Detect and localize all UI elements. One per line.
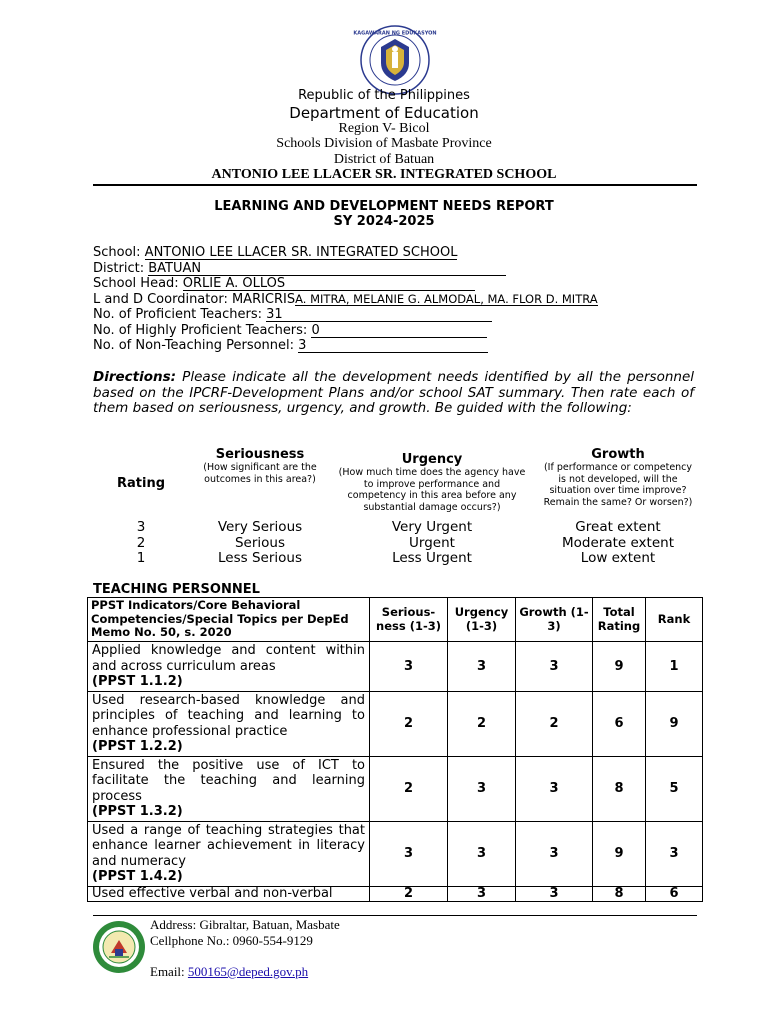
coordinator-value: A. MITRA, MELANIE G. ALMODAL, MA. FLOR D. MITRA [295,291,598,306]
rating-label: Rating [116,476,165,491]
rank-cell: 6 [646,886,703,901]
growth-cell: 2 [516,691,593,756]
urgency-cell: 3 [448,642,516,692]
table-header-row [88,598,703,642]
footer-cellphone: Cellphone No.: 0960-554-9129 [150,933,313,948]
scale-seriousness-2: Serious [234,535,286,551]
col-total-header: Total Rating [593,598,646,642]
directions-label: Directions: [93,369,177,385]
header-divider [93,184,697,186]
indicator-text: Used research-based knowledge and principles of teaching and learning to enhance professional practice [92,692,365,739]
col-urgency-header: Urgency (1-3) [448,598,516,642]
table-row [88,821,703,886]
school-head-label: School Head: [93,276,183,291]
highly-proficient-value: 0 [311,324,487,338]
indicator-code: (PPST 1.2.2) [92,739,183,754]
table-row [88,642,703,692]
non-teaching-label: No. of Non-Teaching Personnel: [93,338,299,353]
urgency-desc: (How much time does the agency have to improve performance and competency in this area before any substantial damage occurs?) [338,467,526,513]
school-head-value: ORLIE A. OLLOS [183,277,475,291]
indicator-text: Ensured the positive use of ICT to facilitate the teaching and learning process [92,757,365,804]
info-school [93,245,598,261]
footer-email-line [150,964,308,980]
growth-cell: 3 [516,642,593,692]
directions-paragraph [93,370,694,417]
seriousness-cell: 2 [370,886,448,901]
indicator-text: Applied knowledge and content within and across curriculum areas [92,643,365,674]
deped-seal-logo [353,25,437,95]
footer-address: Address: Gibraltar, Batuan, Masbate [150,917,340,932]
growth-cell: 3 [516,886,593,901]
region-line: Region V- Bicol [338,121,430,136]
table-row [88,691,703,756]
indicator-cell [88,821,370,886]
district-line: District of Batuan [333,152,435,167]
scale-urgency-3: Very Urgent [391,519,473,535]
scale-seriousness-3: Very Serious [217,519,303,535]
seriousness-cell: 3 [370,642,448,692]
scale-growth-1: Low extent [580,550,656,566]
col-rank-header: Rank [646,598,703,642]
col-growth-header: Growth (1-3) [516,598,593,642]
rank-cell: 1 [646,642,703,692]
highly-proficient-label: No. of Highly Proficient Teachers: [93,322,312,338]
indicator-text: Used a range of teaching strategies that enhance learner achievement in literacy and numeracy [92,822,365,869]
district-value: BATUAN [148,262,506,276]
total-cell: 8 [593,756,646,821]
scale-rating-3: 3 [136,519,146,535]
scale-urgency-2: Urgent [409,535,455,551]
proficient-label: No. of Proficient Teachers: [93,307,267,322]
urgency-scale-header [337,452,527,513]
total-cell: 6 [593,691,646,756]
seriousness-title: Seriousness [215,447,305,462]
footer-divider [93,915,697,916]
school-name-line: ANTONIO LEE LLACER SR. INTEGRATED SCHOOL [211,167,557,182]
growth-cell: 3 [516,821,593,886]
indicator-cell [88,756,370,821]
scale-growth-2: Moderate extent [561,535,674,551]
table-row [88,886,703,901]
seriousness-cell: 2 [370,691,448,756]
growth-desc: (If performance or competency is not developed, will the situation over time improve? Remain the same? Or worsen?) [543,462,693,508]
school-logo [92,920,146,974]
report-title: LEARNING AND DEVELOPMENT NEEDS REPORT [214,199,554,214]
info-block [93,245,598,354]
indicator-code: (PPST 1.1.2) [92,674,183,689]
info-non-teaching [93,338,598,354]
seriousness-scale-header [192,447,328,485]
scale-urgency-1: Less Urgent [392,550,472,566]
urgency-title: Urgency [401,452,463,467]
urgency-cell: 3 [448,886,516,901]
info-district [93,261,598,277]
scale-rating-2: 2 [136,535,146,551]
footer-email-label: Email: [150,964,188,979]
scale-seriousness-1: Less Serious [218,550,302,566]
table-row [88,756,703,821]
teaching-needs-table [87,597,703,902]
col-seriousness-header: Serious-ness (1-3) [370,598,448,642]
indicator-text: Used effective verbal and non-verbal [92,886,333,901]
teaching-personnel-heading: TEACHING PERSONNEL [93,582,260,597]
seriousness-cell: 2 [370,756,448,821]
republic-line: Republic of the Philippines [298,88,470,103]
total-cell: 8 [593,886,646,901]
report-sy: SY 2024-2025 [333,214,435,229]
col-indicator-header: PPST Indicators/Core Behavioral Competencies/Special Topics per DepEd Memo No. 50, s. 2020 [88,598,370,642]
coordinator-label: L and D Coordinator: MARICRIS [93,291,296,307]
footer-email-link[interactable]: 500165@deped.gov.ph [187,964,309,979]
info-highly-proficient [93,323,598,339]
indicator-cell [88,691,370,756]
proficient-value: 31 [266,308,492,322]
division-line: Schools Division of Masbate Province [276,136,492,151]
indicator-code: (PPST 1.4.2) [92,869,183,884]
rank-cell: 3 [646,821,703,886]
department-line: Department of Education [289,104,479,122]
info-school-head [93,276,598,292]
urgency-cell: 3 [448,821,516,886]
district-label: District: [93,260,149,276]
scale-rating-1: 1 [136,550,146,566]
total-cell: 9 [593,642,646,692]
indicator-cell [88,886,370,901]
indicator-code: (PPST 1.3.2) [92,804,183,819]
non-teaching-value: 3 [298,339,488,353]
rank-cell: 9 [646,691,703,756]
info-proficient [93,307,598,323]
info-coordinator [93,292,598,308]
indicator-cell [88,642,370,692]
seal-text: KAGAWARAN NG EDUKASYON [353,30,437,37]
urgency-cell: 2 [448,691,516,756]
urgency-cell: 3 [448,756,516,821]
directions-text: Please indicate all the development needs identified by all the personnel based on the IPCRF-Development Plans and/or school SAT summary. Then rate each of them based on seriousness, urgency, and growth. Be guided with the following: [93,369,694,416]
growth-scale-header [540,447,696,508]
seriousness-cell: 3 [370,821,448,886]
growth-title: Growth [591,447,645,462]
rank-cell: 5 [646,756,703,821]
growth-cell: 3 [516,756,593,821]
seriousness-desc: (How significant are the outcomes in this area?) [203,462,317,485]
school-label: School: [93,245,145,260]
school-value: ANTONIO LEE LLACER SR. INTEGRATED SCHOOL [144,245,458,260]
scale-growth-3: Great extent [575,519,661,535]
total-cell: 9 [593,821,646,886]
